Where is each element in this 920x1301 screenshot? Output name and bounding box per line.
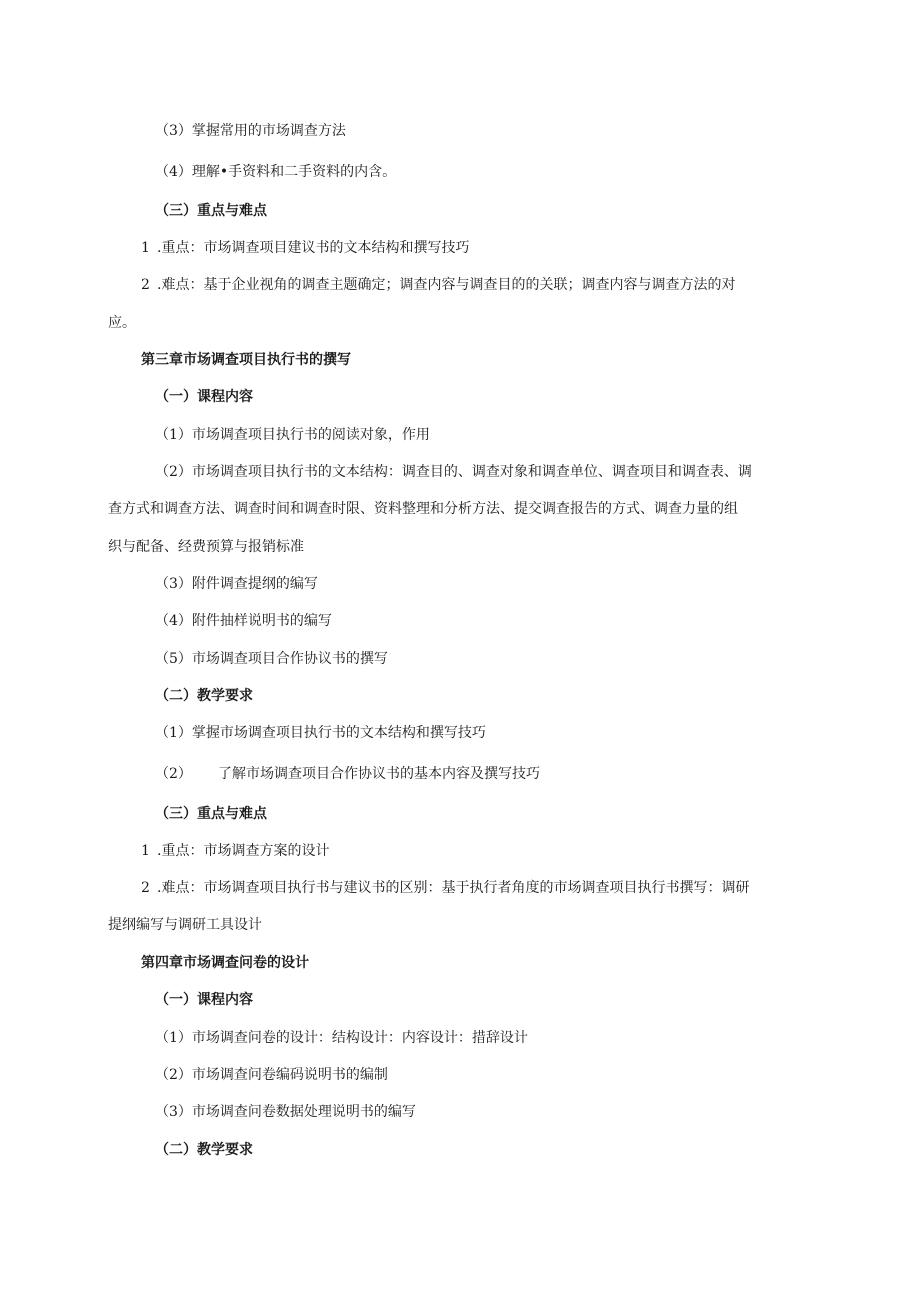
- item-number: 2: [141, 277, 150, 293]
- item-text: .重点：市场调查项目建议书的文本结构和撰写技巧: [157, 240, 470, 256]
- item-number: （2）: [155, 766, 192, 782]
- section-heading: （一）课程内容: [155, 389, 253, 405]
- section-heading: （三）重点与难点: [155, 806, 267, 822]
- item-number: 1: [141, 240, 150, 256]
- section-heading: （二）教学要求: [155, 1142, 253, 1158]
- key-point-item: [141, 841, 329, 861]
- difficulty-item: [141, 275, 735, 295]
- content-item: （3）附件调查提纲的编写: [155, 576, 318, 592]
- paragraph-continuation: 织与配备、经费预算与报销标准: [108, 539, 304, 555]
- item-text: .难点：基于企业视角的调查主题确定；调查内容与调查目的的关联；调查内容与调查方法的对: [157, 277, 736, 293]
- paragraph-continuation: 提纲编写与调研工具设计: [108, 917, 262, 933]
- section-heading: （一）课程内容: [155, 992, 253, 1008]
- difficulty-item: [141, 878, 749, 898]
- requirement-item: （4）理解•手资料和二手资料的内含。: [155, 164, 397, 180]
- section-heading: （二）教学要求: [155, 688, 253, 704]
- item-text: .难点：市场调查项目执行书与建议书的区别：基于执行者角度的市场调查项目执行书撰写：调研: [157, 880, 750, 896]
- item-number: 1: [141, 843, 150, 859]
- content-item: （1）市场调查问卷的设计：结构设计：内容设计：措辞设计: [155, 1030, 528, 1046]
- content-item: （3）市场调查问卷数据处理说明书的编写: [155, 1104, 416, 1120]
- chapter-title: 第三章市场调查项目执行书的撰写: [141, 352, 351, 368]
- requirement-item: （3）掌握常用的市场调查方法: [155, 123, 346, 139]
- content-item: （4）附件抽样说明书的编写: [155, 613, 332, 629]
- item-text: 了解市场调查项目合作协议书的基本内容及撰写技巧: [218, 766, 540, 782]
- content-item: （2）市场调查项目执行书的文本结构：调查目的、调查对象和调查单位、调查项目和调查表、调: [155, 464, 752, 480]
- requirement-item: [155, 764, 540, 784]
- chapter-title: 第四章市场调查问卷的设计: [141, 955, 309, 971]
- content-item: （1）市场调查项目执行书的阅读对象，作用: [155, 427, 430, 443]
- item-number: 2: [141, 880, 150, 896]
- paragraph-continuation: 查方式和调查方法、调查时间和调查时限、资料整理和分析方法、提交调查报告的方式、调查力量的组: [108, 501, 738, 517]
- content-item: （5）市场调查项目合作协议书的撰写: [155, 651, 388, 667]
- section-heading: （三）重点与难点: [155, 203, 267, 219]
- key-point-item: [141, 238, 469, 258]
- item-text: .重点：市场调查方案的设计: [157, 843, 330, 859]
- paragraph-continuation: 应。: [108, 315, 136, 331]
- requirement-item: （1）掌握市场调查项目执行书的文本结构和撰写技巧: [155, 725, 486, 741]
- content-item: （2）市场调查问卷编码说明书的编制: [155, 1067, 388, 1083]
